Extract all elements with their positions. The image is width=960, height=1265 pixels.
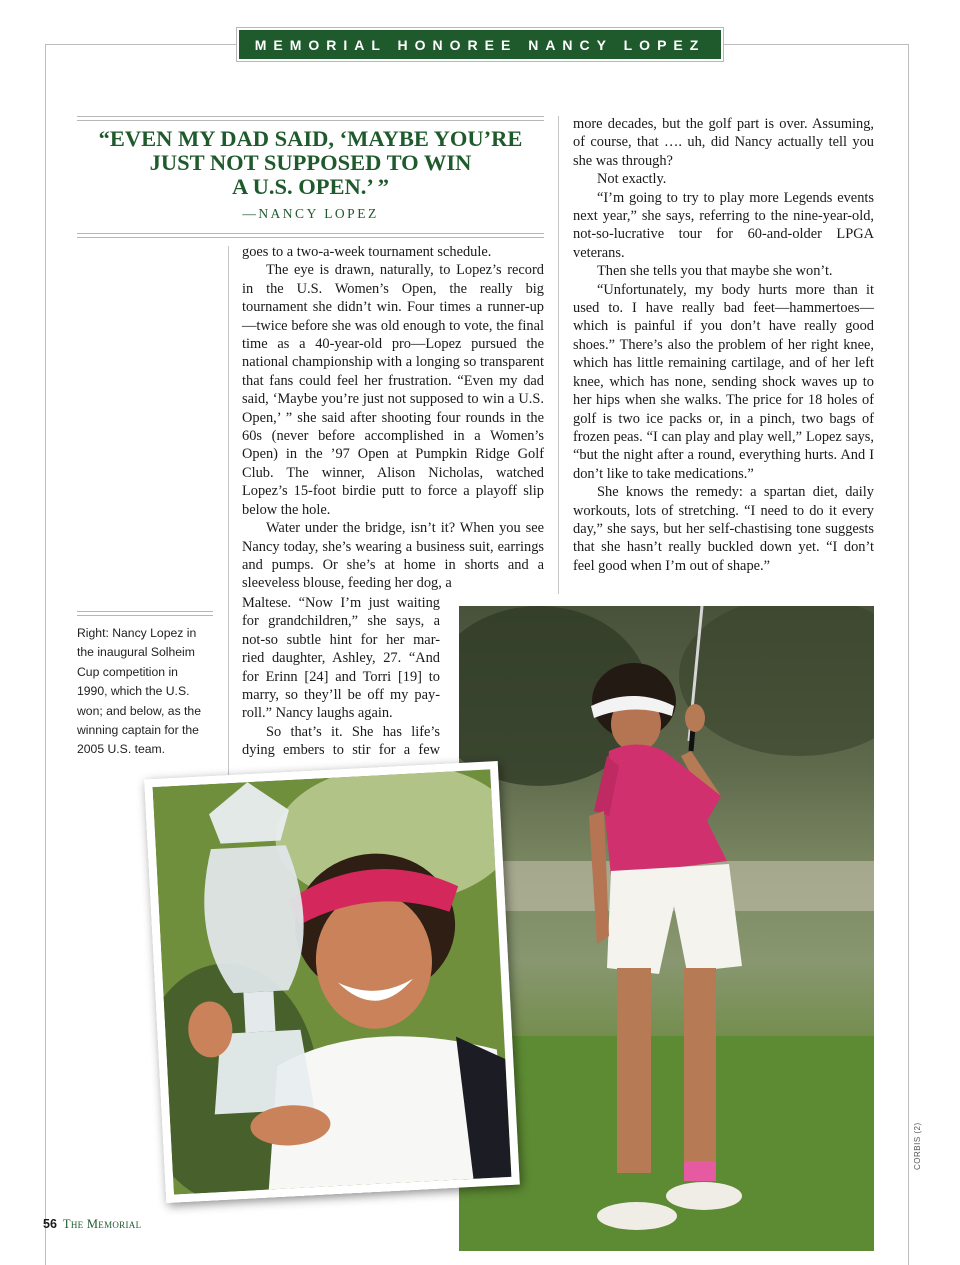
article-line: ried daughter, Ashley, 27. “And xyxy=(242,650,440,667)
page-folio xyxy=(43,1217,141,1232)
caption-line: Right: Nancy Lopez in xyxy=(77,626,197,640)
pull-quote-line: A U.S. OPEN.’ ” xyxy=(231,174,390,199)
pull-quote xyxy=(77,127,544,199)
article-paragraph: “Unfortunately, my body hurts more than it used to. I have really bad feet—hammertoes—which is painful if you don’t have really good shoes.” There’s also the problem of her right knee, which has little remaining cartilage, and of her left knee, which has none, sending shock waves up to her hips when she walks. The price for 18 holes of golf is two ice packs or, in a pinch, two bags of frozen peas. “I can play and play well,” Lopez says, “but the night after a round, everything hurts. And I don’t like to take medications.” xyxy=(573,281,874,482)
column-rule-right xyxy=(558,116,559,594)
article-paragraph: goes to a two-a-week tournament schedule. xyxy=(242,244,492,260)
article-line: for grandchildren,” she says, a xyxy=(242,613,440,630)
pull-quote-line: “EVEN MY DAD SAID, ‘MAYBE YOU’RE xyxy=(98,126,523,151)
golfer-illustration xyxy=(459,606,874,1251)
caption-line: Cup competition in xyxy=(77,664,178,679)
caption-rules xyxy=(77,611,213,619)
photo-golfer-celebrating xyxy=(459,606,874,1251)
article-column-middle-narrow xyxy=(242,594,440,760)
photo-captain-trophy xyxy=(144,761,520,1203)
publication-name: The Memorial xyxy=(62,1217,142,1231)
pullquote-rule-top-2 xyxy=(77,120,544,121)
photo-caption xyxy=(77,624,213,760)
article-paragraph: “I’m going to try to play more Legends events next year,” she says, referring to the nine-year-old, not-so-lucrative tour for 60-and-older LPGA veterans. xyxy=(573,189,874,261)
article-line: So that’s it. She has life’s xyxy=(266,723,440,740)
article-line: for Erinn [24] and Torri [19] to xyxy=(242,668,440,685)
pull-quote-attribution: —NANCY LOPEZ xyxy=(242,206,379,221)
trophy-illustration xyxy=(153,769,512,1194)
article-paragraph: Not exactly. xyxy=(597,171,667,188)
article-line: not-so subtle hint for her mar- xyxy=(242,631,440,648)
article-line: Maltese. “Now I’m just waiting xyxy=(242,595,440,611)
article-column-right xyxy=(573,115,874,575)
article-paragraph: more decades, but the golf part is over. Assuming, of course, that …. uh, did Nancy actually tell you she was through? xyxy=(573,116,874,169)
article-paragraph: The eye is drawn, naturally, to Lopez’s record in the U.S. Women’s Open, the really big tournament she didn’t win. Four times a runner-up—twice before she was old enough to vote, the final time as a 40-year-old pro—Lopez pursued the national championship with a longing so transparent that fans could feel her frustration. “Even my dad said, ‘Maybe you’re just not supposed to win a U.S. Open,’ ” she said after shooting four rounds in the 60s (never before accomplished in a Women’s Open) in the ’97 Open at Pumpkin Ridge Golf Club. The winner, Alison Nicholas, watched Lopez’s 15-foot birdie putt to force a playoff slip below the hole. xyxy=(242,262,544,518)
photo-credit: CORBIS (2) xyxy=(913,1122,922,1170)
article-line: roll.” Nancy laughs again. xyxy=(242,705,393,722)
column-rule-left xyxy=(228,246,229,786)
article-paragraph: She knows the remedy: a spartan diet, daily workouts, lots of stretching. “I need to do it every day,” she says, but her self-chastising tone suggests that she hasn’t really buckled down yet. “I don’t feel good when I’m out of shape.” xyxy=(573,484,874,574)
article-line: dying embers to stir for a few xyxy=(242,742,440,759)
caption-line: 2005 U.S. team. xyxy=(77,742,166,757)
article-line: marry, so they’ll be off my pay- xyxy=(242,687,440,704)
pullquote-rule-top-1 xyxy=(77,116,544,117)
pullquote-rule-bottom-1 xyxy=(77,233,544,234)
article-paragraph: Water under the bridge, isn’t it? When you see Nancy today, she’s wearing a business suit, earrings and pumps. Or she’s at home in shorts and a sleeveless blouse, feeding her dog, a xyxy=(242,520,544,592)
caption-line: won; and below, as the xyxy=(77,703,201,718)
section-banner xyxy=(239,30,721,59)
caption-line: 1990, which the U.S. xyxy=(77,684,190,699)
article-column-middle xyxy=(242,243,544,593)
article-paragraph: Then she tells you that maybe she won’t. xyxy=(597,263,833,280)
pullquote-rule-bottom-2 xyxy=(77,237,544,238)
page-number: 56 xyxy=(43,1217,57,1231)
pull-quote-line: JUST NOT SUPPOSED TO WIN xyxy=(149,150,472,175)
banner-title: MEMORIAL HONOREE NANCY LOPEZ xyxy=(254,36,706,53)
caption-line: the inaugural Solheim xyxy=(77,645,195,660)
caption-line: winning captain for the xyxy=(77,723,199,738)
